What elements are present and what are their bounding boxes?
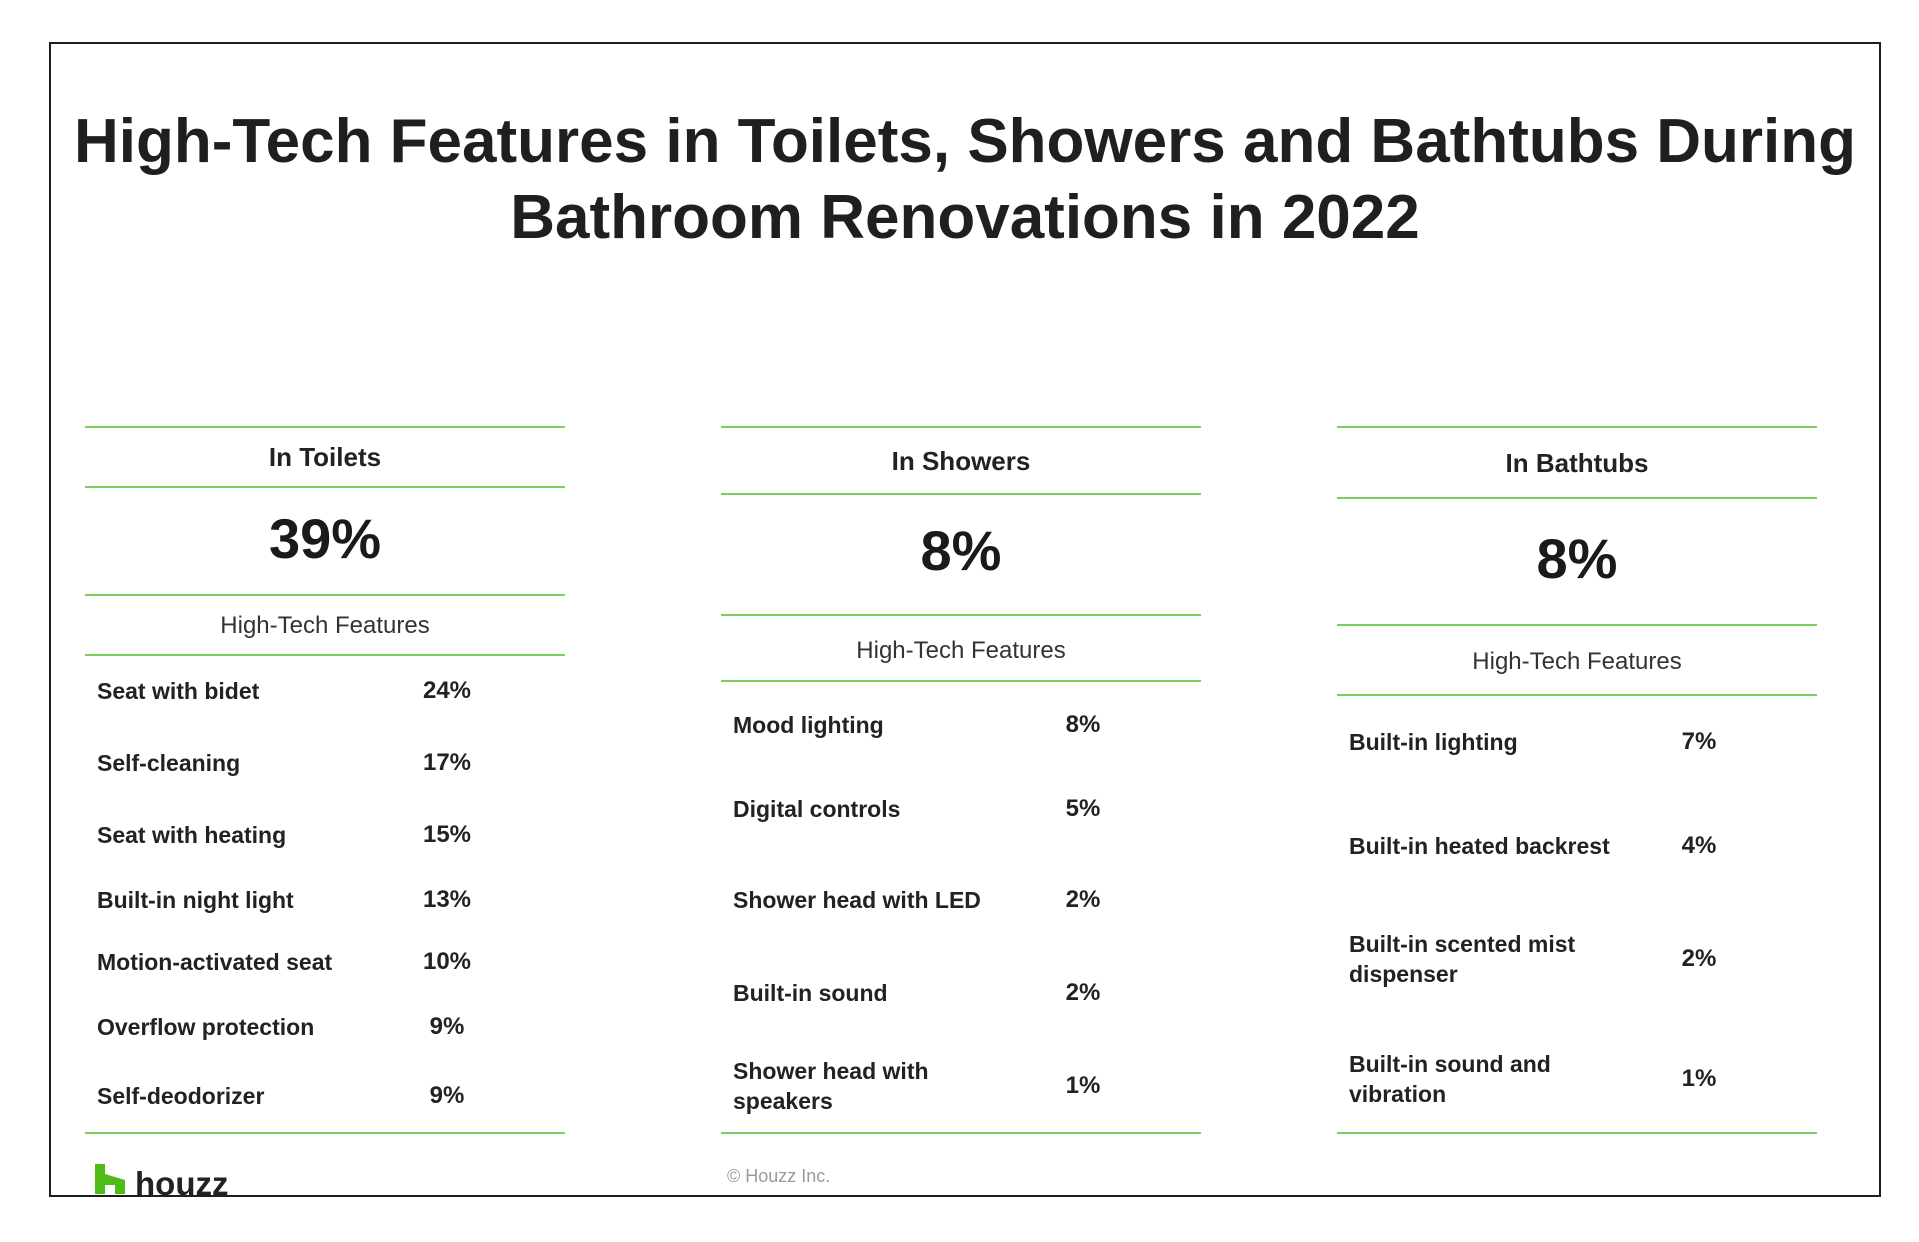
divider (85, 486, 565, 488)
page-title (51, 104, 1879, 256)
column-percent: 8% (1536, 527, 1618, 590)
feature-value: 9% (429, 1013, 465, 1040)
feature-label: Built-in sound and vibration (1349, 1051, 1551, 1107)
feature-value: 8% (1065, 711, 1101, 738)
infographic-frame (49, 42, 1881, 1197)
divider (85, 1132, 565, 1134)
feature-label: Built-in sound (733, 980, 888, 1006)
feature-row (733, 979, 1201, 1006)
feature-label: Motion-activated seat (97, 949, 333, 975)
feature-row (733, 886, 1201, 913)
feature-label: Digital controls (733, 796, 901, 822)
feature-value: 5% (1065, 795, 1101, 822)
feature-row (97, 749, 565, 776)
divider (721, 1132, 1201, 1134)
feature-label: Built-in lighting (1349, 729, 1518, 755)
divider (1337, 624, 1817, 626)
feature-row (1349, 728, 1817, 755)
feature-label: Built-in night light (97, 887, 294, 913)
feature-label: Mood lighting (733, 712, 884, 738)
feature-label: Built-in heated backrest (1349, 833, 1610, 859)
feature-row (97, 677, 565, 704)
feature-label: Shower head with LED (733, 887, 981, 913)
feature-label: Self-cleaning (97, 750, 241, 776)
feature-label: Built-in scented mist dispenser (1349, 931, 1576, 987)
divider (721, 614, 1201, 616)
divider (1337, 497, 1817, 499)
feature-value: 1% (1065, 1072, 1101, 1099)
feature-value: 2% (1065, 886, 1101, 913)
divider (721, 680, 1201, 682)
title-line-1: High-Tech Features in Toilets, Showers and Bathtubs During (73, 107, 1857, 176)
copyright: © Houzz Inc. (727, 1166, 831, 1186)
column-title: In Bathtubs (1505, 448, 1649, 478)
divider (85, 426, 565, 428)
divider (1337, 426, 1817, 428)
feature-value: 10% (422, 948, 472, 975)
feature-row (1349, 832, 1817, 859)
column-subheading: High-Tech Features (1472, 648, 1682, 675)
houzz-logo-icon (95, 1164, 125, 1194)
feature-label: Seat with heating (97, 822, 287, 848)
feature-value: 2% (1681, 945, 1717, 972)
feature-value: 24% (422, 677, 472, 704)
brand-name: houzz (135, 1165, 229, 1197)
column-percent: 39% (268, 507, 382, 570)
feature-row (733, 795, 1201, 822)
feature-value: 15% (422, 821, 472, 848)
feature-value: 2% (1065, 979, 1101, 1006)
feature-value: 7% (1681, 728, 1717, 755)
column-subheading: High-Tech Features (856, 637, 1066, 664)
column-percent: 8% (920, 519, 1002, 582)
divider (1337, 694, 1817, 696)
feature-row (97, 1013, 565, 1040)
feature-row (97, 886, 565, 913)
feature-label: Self-deodorizer (97, 1083, 265, 1109)
feature-row (1349, 1051, 1817, 1107)
feature-value: 4% (1681, 832, 1717, 859)
feature-row (733, 711, 1201, 738)
divider (1337, 1132, 1817, 1134)
feature-value: 9% (429, 1082, 465, 1109)
feature-label: Shower head with speakers (733, 1058, 929, 1114)
feature-label: Seat with bidet (97, 678, 260, 704)
divider (85, 654, 565, 656)
column-title: In Showers (891, 446, 1031, 476)
column-title: In Toilets (268, 442, 382, 472)
feature-value: 1% (1681, 1065, 1717, 1092)
title-line-2: Bathroom Renovations in 2022 (510, 183, 1420, 252)
divider (85, 594, 565, 596)
divider (721, 426, 1201, 428)
feature-row (97, 948, 565, 975)
feature-row (733, 1058, 1201, 1114)
feature-row (97, 821, 565, 848)
feature-row (1349, 931, 1817, 987)
feature-value: 13% (422, 886, 472, 913)
divider (721, 493, 1201, 495)
column-subheading: High-Tech Features (220, 612, 430, 639)
feature-label: Overflow protection (97, 1014, 315, 1040)
feature-row (97, 1082, 565, 1109)
feature-value: 17% (422, 749, 472, 776)
